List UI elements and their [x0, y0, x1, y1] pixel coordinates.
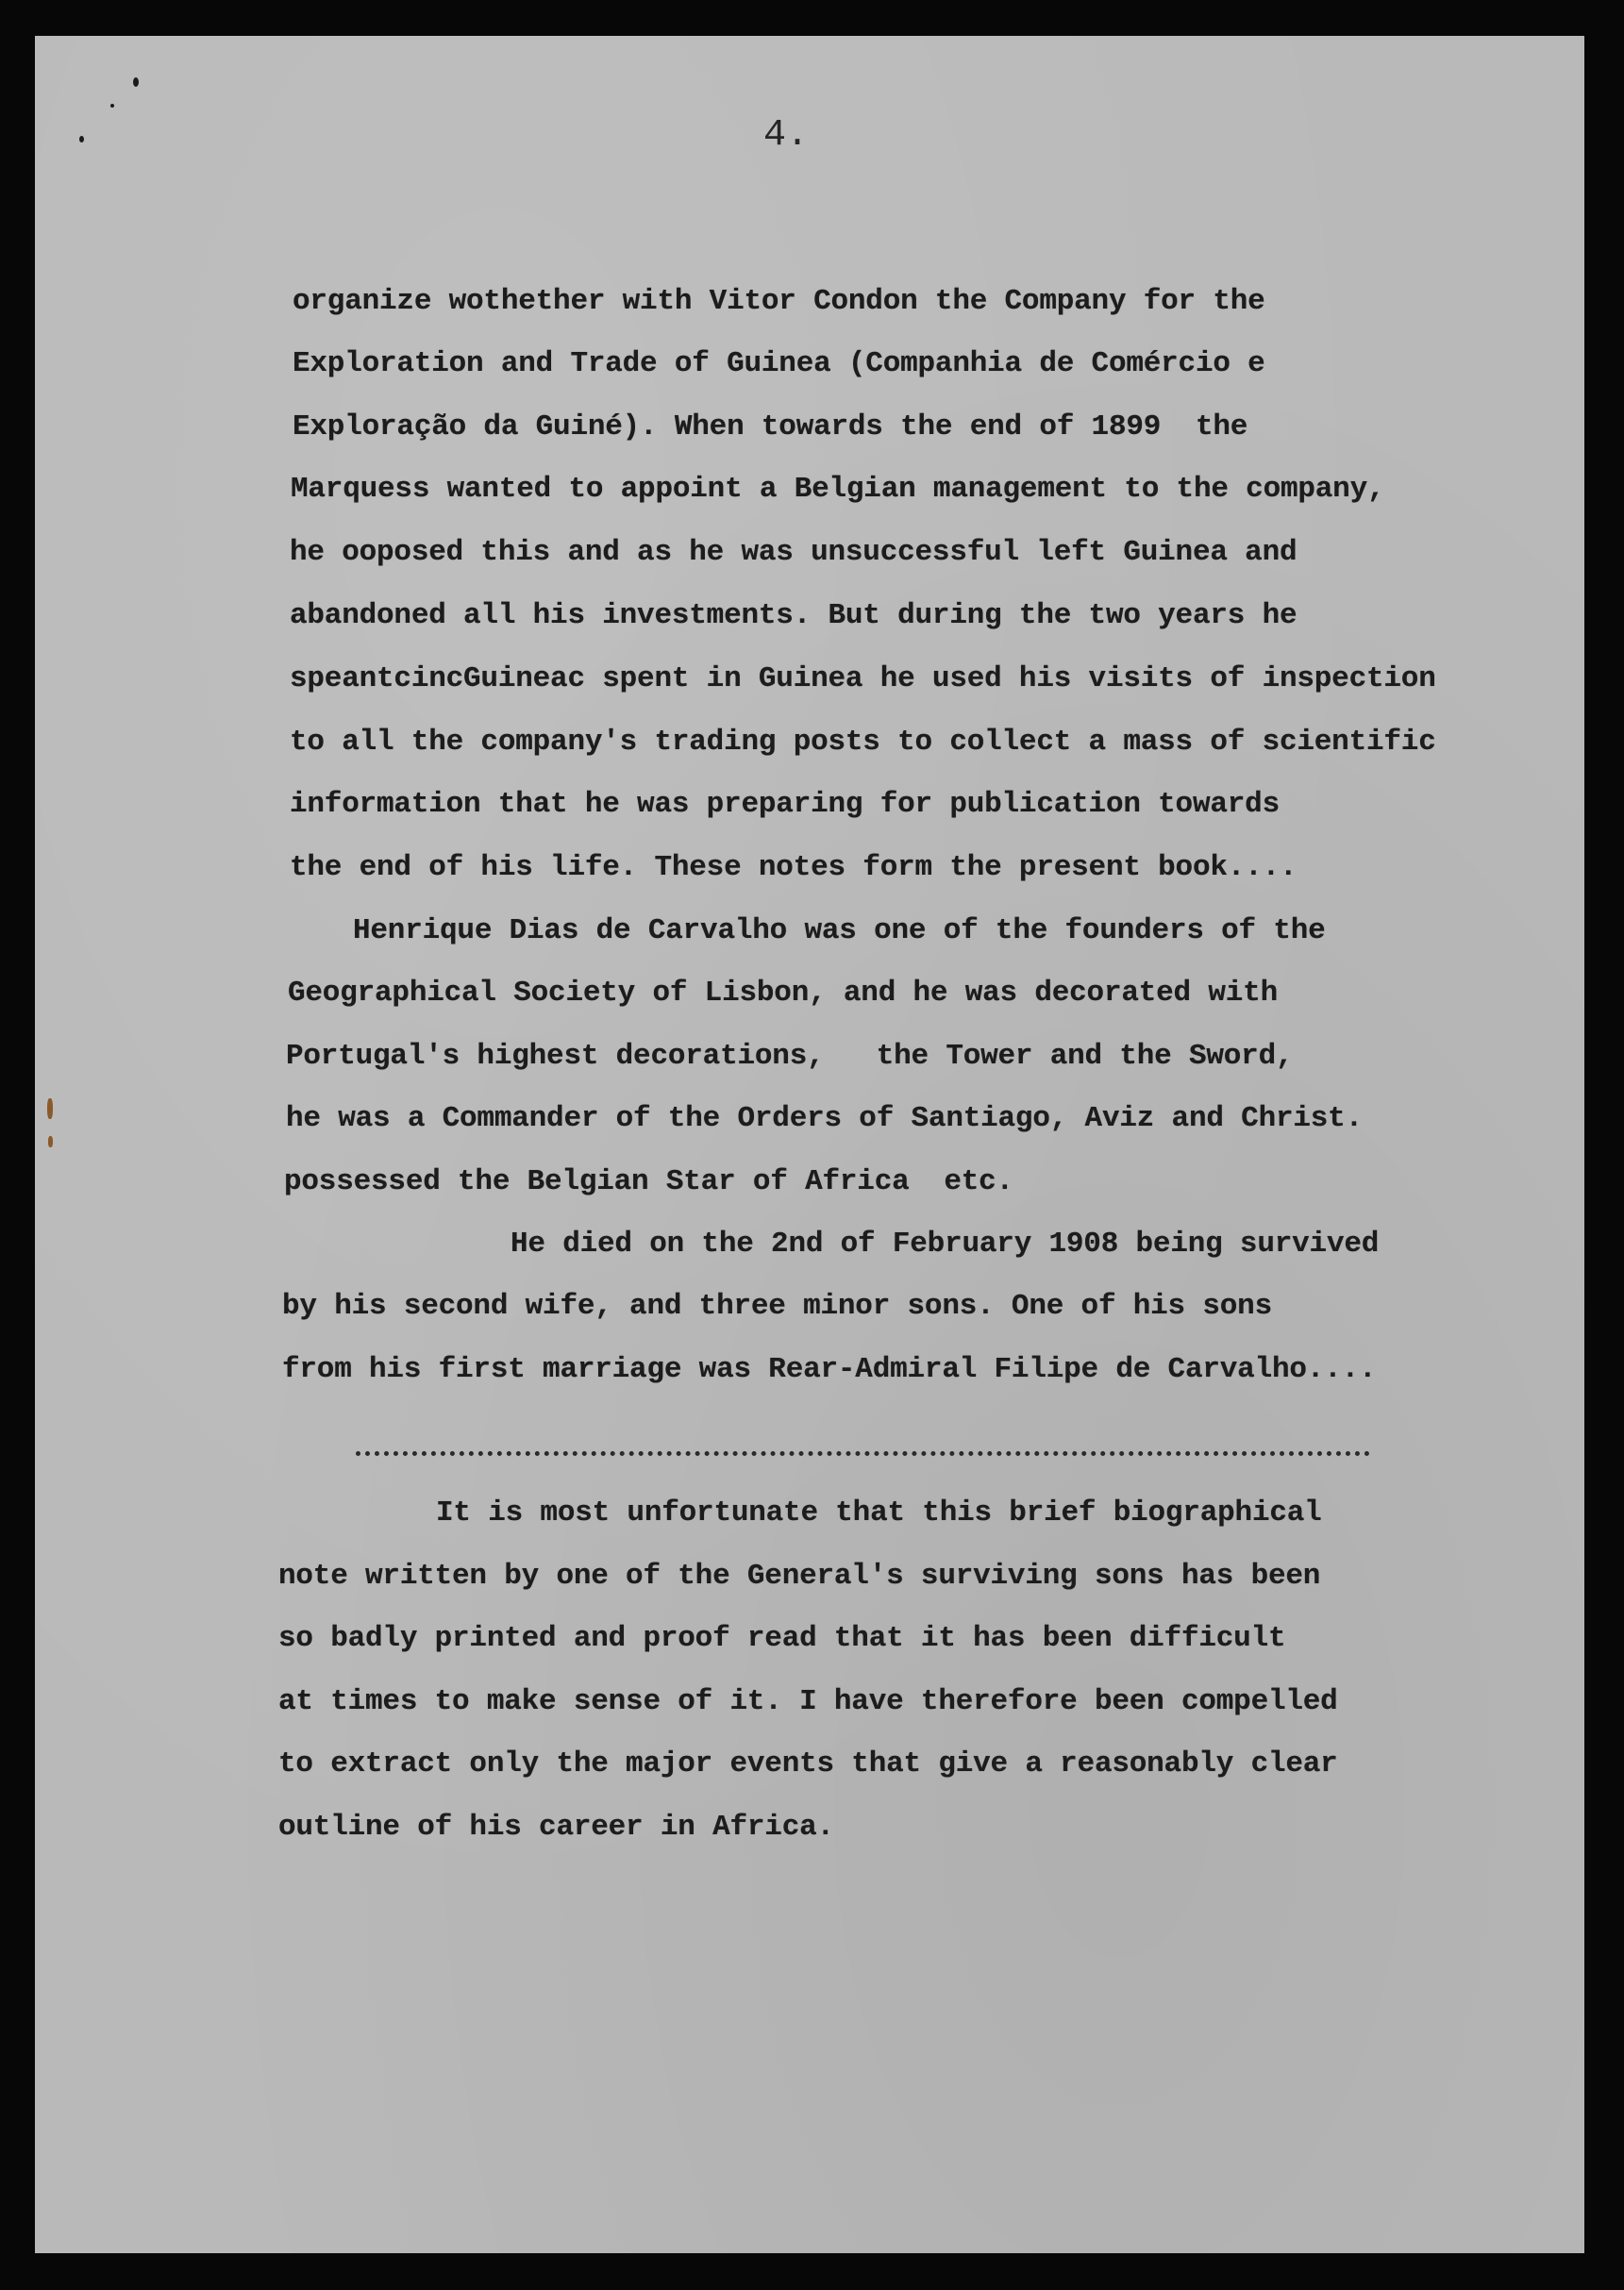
rust-stain	[47, 1098, 53, 1119]
text-line: information that he was preparing for publication towards	[290, 788, 1280, 821]
text-line: note written by one of the General's surviving sons has been	[278, 1560, 1321, 1593]
text-line: by his second wife, and three minor sons. One of his sons	[282, 1290, 1272, 1323]
text-line: It is most unfortunate that this brief biographical	[436, 1496, 1322, 1529]
text-line: to all the company's trading posts to collect a mass of scientific	[290, 726, 1436, 759]
text-line: organize wothether with Vitor Condon the Company for the	[293, 285, 1265, 318]
ink-speck	[79, 136, 84, 142]
text-line: Portugal's highest decorations, the Tower and the Sword,	[286, 1040, 1294, 1073]
rust-stain	[48, 1136, 53, 1147]
ink-speck	[133, 77, 139, 87]
text-line: the end of his life. These notes form the present book....	[290, 851, 1298, 884]
text-line: so badly printed and proof read that it has been difficult	[278, 1622, 1286, 1655]
text-line: he ooposed this and as he was unsuccessful left Guinea and	[290, 536, 1298, 569]
typewritten-page	[35, 36, 1584, 2253]
text-line: Exploration and Trade of Guinea (Companhia de Comércio e	[293, 347, 1265, 380]
text-line: speantcincGuineac spent in Guinea he used his visits of inspection	[290, 662, 1436, 695]
text-line: he was a Commander of the Orders of Santiago, Aviz and Christ.	[286, 1102, 1363, 1135]
text-line: to extract only the major events that give a reasonably clear	[278, 1747, 1338, 1780]
text-line: Geographical Society of Lisbon, and he was decorated with	[288, 977, 1278, 1010]
text-line: Marquess wanted to appoint a Belgian management to the company,	[291, 473, 1385, 506]
text-line: outline of his career in Africa.	[278, 1811, 834, 1844]
text-line: He died on the 2nd of February 1908 being survived	[511, 1228, 1380, 1261]
text-line: Henrique Dias de Carvalho was one of the founders of the	[353, 914, 1326, 947]
text-line: at times to make sense of it. I have therefore been compelled	[278, 1685, 1338, 1718]
text-line: Exploração da Guiné). When towards the end of 1899 the	[293, 410, 1248, 443]
dotted-separator	[356, 1451, 1370, 1462]
ink-speck	[110, 104, 114, 108]
page-number: 4.	[763, 114, 810, 157]
text-line: abandoned all his investments. But during the two years he	[290, 599, 1298, 632]
text-line: possessed the Belgian Star of Africa etc.	[284, 1165, 1013, 1198]
text-line: from his first marriage was Rear-Admiral Filipe de Carvalho....	[282, 1353, 1377, 1386]
